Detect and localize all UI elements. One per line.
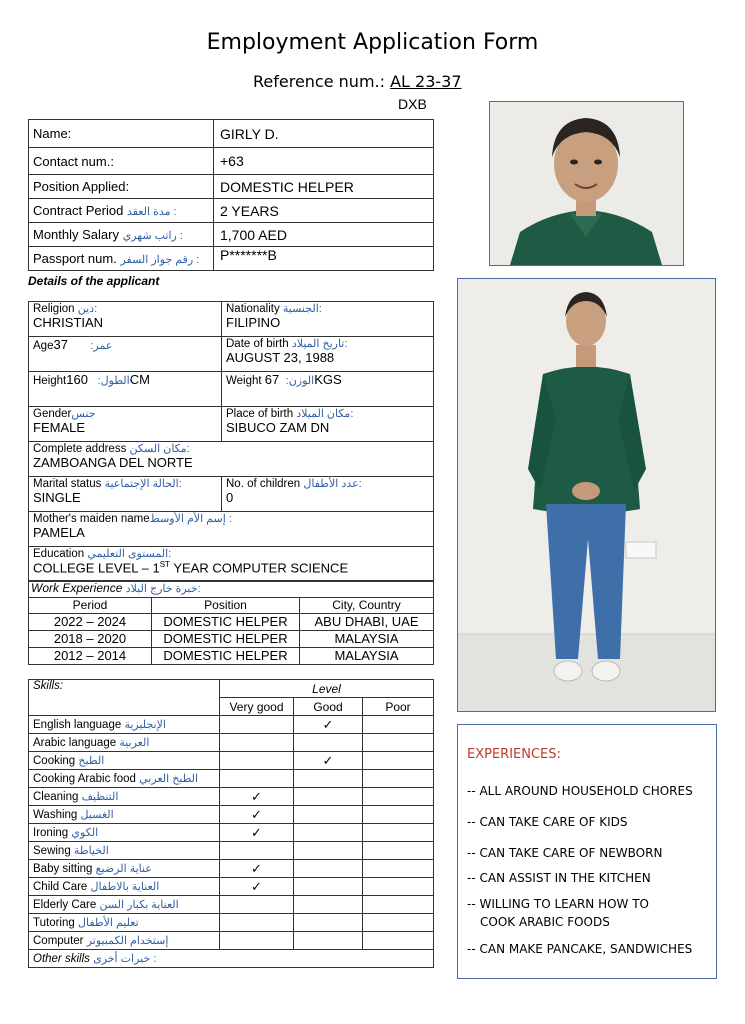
- skill-name: Cleaning التنظيف: [29, 788, 220, 806]
- skill-level-cell: [220, 824, 294, 842]
- address-value: ZAMBOANGA DEL NORTE: [33, 455, 193, 470]
- work-row: [29, 648, 434, 665]
- skill-level-cell: [294, 752, 363, 770]
- check-icon: ✓: [251, 824, 262, 840]
- skill-level-cell: [363, 770, 434, 788]
- skill-level-cell: [363, 788, 434, 806]
- nationality-value: FILIPINO: [226, 315, 281, 330]
- skill-row: [29, 878, 434, 896]
- skill-level-cell: [220, 752, 294, 770]
- details-row: [29, 547, 434, 582]
- portrait-photo-image: [490, 102, 683, 265]
- skill-name: Cooking الطبخ: [29, 752, 220, 770]
- level-poor: Poor: [363, 698, 434, 716]
- skill-level-cell: [220, 842, 294, 860]
- summary-row: [29, 199, 434, 223]
- details-row: [29, 337, 434, 372]
- summary-row: [29, 247, 434, 271]
- skill-level-cell: [294, 860, 363, 878]
- skill-row: [29, 806, 434, 824]
- skill-level-cell: [363, 860, 434, 878]
- skill-level-cell: [363, 716, 434, 734]
- nationality-cell: Nationality الجنسية: FILIPINO: [222, 302, 434, 337]
- dob-value: AUGUST 23, 1988: [226, 350, 335, 365]
- skill-level-cell: [363, 878, 434, 896]
- skill-row: [29, 896, 434, 914]
- skill-name: Ironing الكوي: [29, 824, 220, 842]
- marital-cell: Marital status الحالة الإجتماعية: SINGLE: [29, 477, 222, 512]
- work-location: MALAYSIA: [300, 648, 434, 665]
- work-location: MALAYSIA: [300, 631, 434, 648]
- experience-item: -- CAN MAKE PANCAKE, SANDWICHES: [467, 942, 693, 956]
- other-skills-row: [29, 950, 434, 968]
- skill-row: [29, 824, 434, 842]
- skill-name: Arabic language العربية: [29, 734, 220, 752]
- skill-level-cell: [220, 770, 294, 788]
- work-period: 2012 – 2014: [29, 648, 152, 665]
- check-icon: ✓: [322, 752, 334, 768]
- marital-value: SINGLE: [33, 490, 81, 505]
- skill-level-cell: [220, 896, 294, 914]
- summary-label: Position Applied:: [29, 175, 214, 199]
- skill-level-cell: [363, 914, 434, 932]
- skill-level-cell: [294, 842, 363, 860]
- details-row: [29, 407, 434, 442]
- experience-item: -- CAN TAKE CARE OF KIDS: [467, 815, 628, 829]
- height-value: 160CM: [66, 372, 150, 387]
- skill-level-cell: [294, 716, 363, 734]
- other-skills: Other skills خبرات أخرى :: [29, 950, 434, 968]
- summary-value: P*******B: [214, 247, 434, 271]
- children-value: 0: [226, 490, 234, 505]
- work-title: Work Experience خبرة خارج البلاد:: [29, 581, 434, 598]
- skill-level-cell: [294, 770, 363, 788]
- skill-row: [29, 734, 434, 752]
- skill-name: Baby sitting عناية الرضيع: [29, 860, 220, 878]
- work-title-row: [29, 581, 434, 598]
- place-of-birth-value: SIBUCO ZAM DN: [226, 420, 330, 435]
- work-header: City, Country: [300, 598, 434, 614]
- work-period: 2018 – 2020: [29, 631, 152, 648]
- skill-level-cell: [294, 914, 363, 932]
- work-header-row: [29, 598, 434, 614]
- skill-level-cell: [294, 806, 363, 824]
- work-header: Position: [152, 598, 300, 614]
- work-position: DOMESTIC HELPER: [152, 631, 300, 648]
- full-body-photo-image: [458, 279, 715, 711]
- skill-level-cell: [294, 878, 363, 896]
- skill-level-cell: [363, 896, 434, 914]
- work-row: [29, 614, 434, 631]
- summary-row: [29, 223, 434, 247]
- skill-name: Washing الغسيل: [29, 806, 220, 824]
- gender-value: FEMALE: [33, 420, 86, 435]
- skill-level-cell: [363, 932, 434, 950]
- experience-item: -- CAN ASSIST IN THE KITCHEN: [467, 871, 651, 885]
- skill-row: [29, 770, 434, 788]
- summary-row: [29, 175, 434, 199]
- religion-value: CHRISTIAN: [33, 315, 104, 330]
- skill-level-cell: [363, 824, 434, 842]
- skill-level-cell: [220, 932, 294, 950]
- check-icon: ✓: [251, 806, 262, 822]
- skill-level-cell: [220, 716, 294, 734]
- summary-value: 1,700 AED: [214, 223, 434, 247]
- skill-level-cell: [363, 806, 434, 824]
- experiences-title: EXPERIENCES:: [467, 747, 561, 762]
- check-icon: ✓: [251, 860, 262, 876]
- work-experience-table: [28, 580, 434, 665]
- summary-label: Contract Period مدة العقد :: [29, 199, 214, 223]
- summary-row: [29, 120, 434, 148]
- weight-cell: Weight الوزن: 67KGS: [222, 372, 434, 407]
- skill-name: Sewing الخياطة: [29, 842, 220, 860]
- check-icon: ✓: [251, 878, 262, 894]
- skill-level-cell: [294, 932, 363, 950]
- education-value: COLLEGE LEVEL – 1ST YEAR COMPUTER SCIENCE: [33, 560, 349, 576]
- place-of-birth-cell: Place of birth مكان الميلاد: SIBUCO ZAM DN: [222, 407, 434, 442]
- skill-level-cell: [363, 734, 434, 752]
- work-header: Period: [29, 598, 152, 614]
- level-very-good: Very good: [220, 698, 294, 716]
- weight-value: 67KGS: [264, 372, 342, 387]
- summary-label: Name:: [29, 120, 214, 148]
- summary-value: GIRLY D.: [214, 120, 434, 148]
- experience-item: -- CAN TAKE CARE OF NEWBORN: [467, 846, 663, 860]
- skill-level-cell: [220, 860, 294, 878]
- skill-level-cell: [220, 734, 294, 752]
- level-header: Level: [220, 680, 434, 698]
- details-row: [29, 477, 434, 512]
- summary-value: DOMESTIC HELPER: [214, 175, 434, 199]
- skill-row: [29, 860, 434, 878]
- skill-level-cell: [363, 752, 434, 770]
- level-good: Good: [294, 698, 363, 716]
- skill-row: [29, 752, 434, 770]
- skill-row: [29, 914, 434, 932]
- skill-level-cell: [220, 914, 294, 932]
- dob-cell: Date of birth تاريخ الميلاد: AUGUST 23, 1988: [222, 337, 434, 372]
- details-row: [29, 512, 434, 547]
- summary-table: [28, 119, 434, 271]
- age-cell: Age عمر: 37: [29, 337, 222, 372]
- skill-row: [29, 932, 434, 950]
- skill-level-cell: [294, 896, 363, 914]
- work-position: DOMESTIC HELPER: [152, 648, 300, 665]
- summary-row: [29, 148, 434, 175]
- form-title: Employment Application Form: [206, 30, 539, 55]
- skill-level-cell: [220, 788, 294, 806]
- details-table: [28, 301, 434, 582]
- skills-table: [28, 679, 434, 968]
- skill-level-cell: [294, 788, 363, 806]
- location-code: DXB: [398, 96, 427, 112]
- skill-row: [29, 842, 434, 860]
- skills-title-row: [29, 680, 434, 698]
- summary-value: 2 YEARS: [214, 199, 434, 223]
- height-cell: Height الطول: 160CM: [29, 372, 222, 407]
- experience-item: COOK ARABIC FOODS: [480, 915, 610, 929]
- skill-name: Child Care العناية بالاطفال: [29, 878, 220, 896]
- skill-name: Computer إستخدام الكمبيوتر: [29, 932, 220, 950]
- portrait-photo: [489, 101, 684, 266]
- experiences-box: [457, 724, 717, 979]
- children-cell: No. of children عدد الأطفال: 0: [222, 477, 434, 512]
- experience-item: -- WILLING TO LEARN HOW TO: [467, 897, 649, 911]
- details-section-title: Details of the applicant: [28, 274, 160, 288]
- gender-cell: Genderجنس FEMALE: [29, 407, 222, 442]
- check-icon: ✓: [251, 788, 262, 804]
- summary-value: +63: [214, 148, 434, 175]
- details-row: [29, 372, 434, 407]
- mother-value: PAMELA: [33, 525, 85, 540]
- experience-item: -- ALL AROUND HOUSEHOLD CHORES: [467, 784, 693, 798]
- details-row: [29, 442, 434, 477]
- skills-title: Skills:: [29, 680, 220, 716]
- work-position: DOMESTIC HELPER: [152, 614, 300, 631]
- work-row: [29, 631, 434, 648]
- skill-level-cell: [363, 842, 434, 860]
- skill-row: [29, 788, 434, 806]
- summary-label: Contact num.:: [29, 148, 214, 175]
- skill-name: Elderly Care العناية بكبار السن: [29, 896, 220, 914]
- address-cell: Complete address مكان السكن: ZAMBOANGA DEL NORTE: [29, 442, 434, 477]
- summary-label: Passport num. رقم جواز السفر :: [29, 247, 214, 271]
- check-icon: ✓: [322, 716, 334, 732]
- skill-row: [29, 716, 434, 734]
- reference-value: AL 23-37: [390, 72, 462, 91]
- education-cell: Education المستوى التعليمي: COLLEGE LEVEL – 1ST YEAR COMPUTER SCIENCE: [29, 547, 434, 582]
- age-value: 37: [53, 337, 68, 352]
- skill-level-cell: [220, 806, 294, 824]
- skill-level-cell: [294, 824, 363, 842]
- reference-number: [253, 72, 462, 91]
- skill-name: English language الإنجليزية: [29, 716, 220, 734]
- skill-name: Tutoring تعليم الأطفال: [29, 914, 220, 932]
- skill-level-cell: [220, 878, 294, 896]
- full-body-photo: [457, 278, 716, 712]
- work-period: 2022 – 2024: [29, 614, 152, 631]
- work-location: ABU DHABI, UAE: [300, 614, 434, 631]
- summary-label: Monthly Salary راتب شهري :: [29, 223, 214, 247]
- skill-level-cell: [294, 734, 363, 752]
- skill-name: Cooking Arabic food الطبخ العربي: [29, 770, 220, 788]
- mother-cell: Mother's maiden nameإسم الأم الأوسط : PAMELA: [29, 512, 434, 547]
- reference-label: Reference num.:: [253, 72, 391, 91]
- religion-cell: Religion دين: CHRISTIAN: [29, 302, 222, 337]
- details-row: [29, 302, 434, 337]
